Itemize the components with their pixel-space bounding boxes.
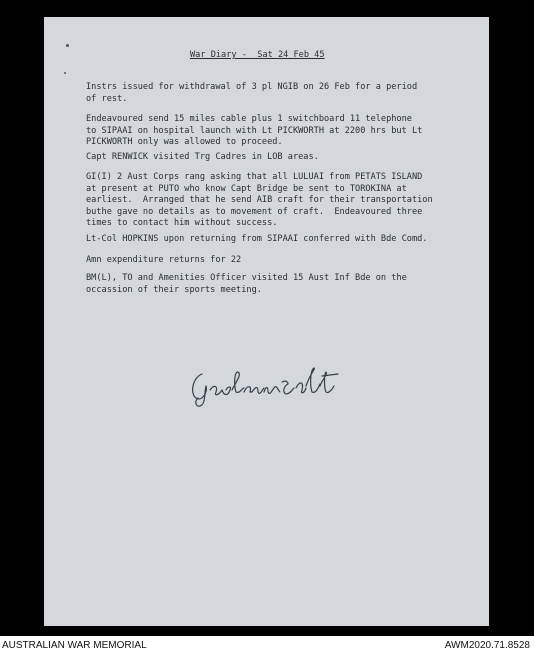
handwritten-signature bbox=[188, 360, 348, 410]
footer-accession-number: AWM2020.71.8528 bbox=[444, 640, 530, 651]
footer-source: AUSTRALIAN WAR MEMORIAL bbox=[2, 640, 147, 651]
document-page bbox=[44, 17, 489, 626]
diary-entry: Lt-Col HOPKINS upon returning from SIPAAI conferred with Bde Comd. bbox=[86, 234, 428, 244]
paper-mark bbox=[66, 44, 69, 47]
diary-entry: BM(L), TO and Amenities Officer visited 15 Aust Inf Bde on the occassion of their sports meeting. bbox=[86, 273, 407, 295]
diary-entry: Amn expenditure returns for 22 bbox=[86, 255, 242, 265]
diary-entry: Capt RENWICK visited Trg Cadres in LOB areas. bbox=[86, 152, 319, 162]
paper-mark bbox=[64, 72, 66, 74]
diary-entry: Endeavoured send 15 miles cable plus 1 switchboard 11 telephone to SIPAAI on hospital launch with Lt PICKWORTH at 2200 hrs but Lt PICKWORTH only was allowed to proceed. bbox=[86, 114, 423, 148]
diary-entry: Instrs issued for withdrawal of 3 pl NGIB on 26 Feb for a period of rest. bbox=[86, 82, 418, 104]
diary-title: War Diary - Sat 24 Feb 45 bbox=[190, 50, 325, 60]
diary-entry: GI(I) 2 Aust Corps rang asking that all LULUAI from PETATS ISLAND at present at PUTO who know Capt Bridge be sent to TOROKINA at earliest. Arranged that he send AIB craft for their transportation buthe gave no details as to movement of craft. Endeavoured three times to contact him without success. bbox=[86, 172, 433, 229]
